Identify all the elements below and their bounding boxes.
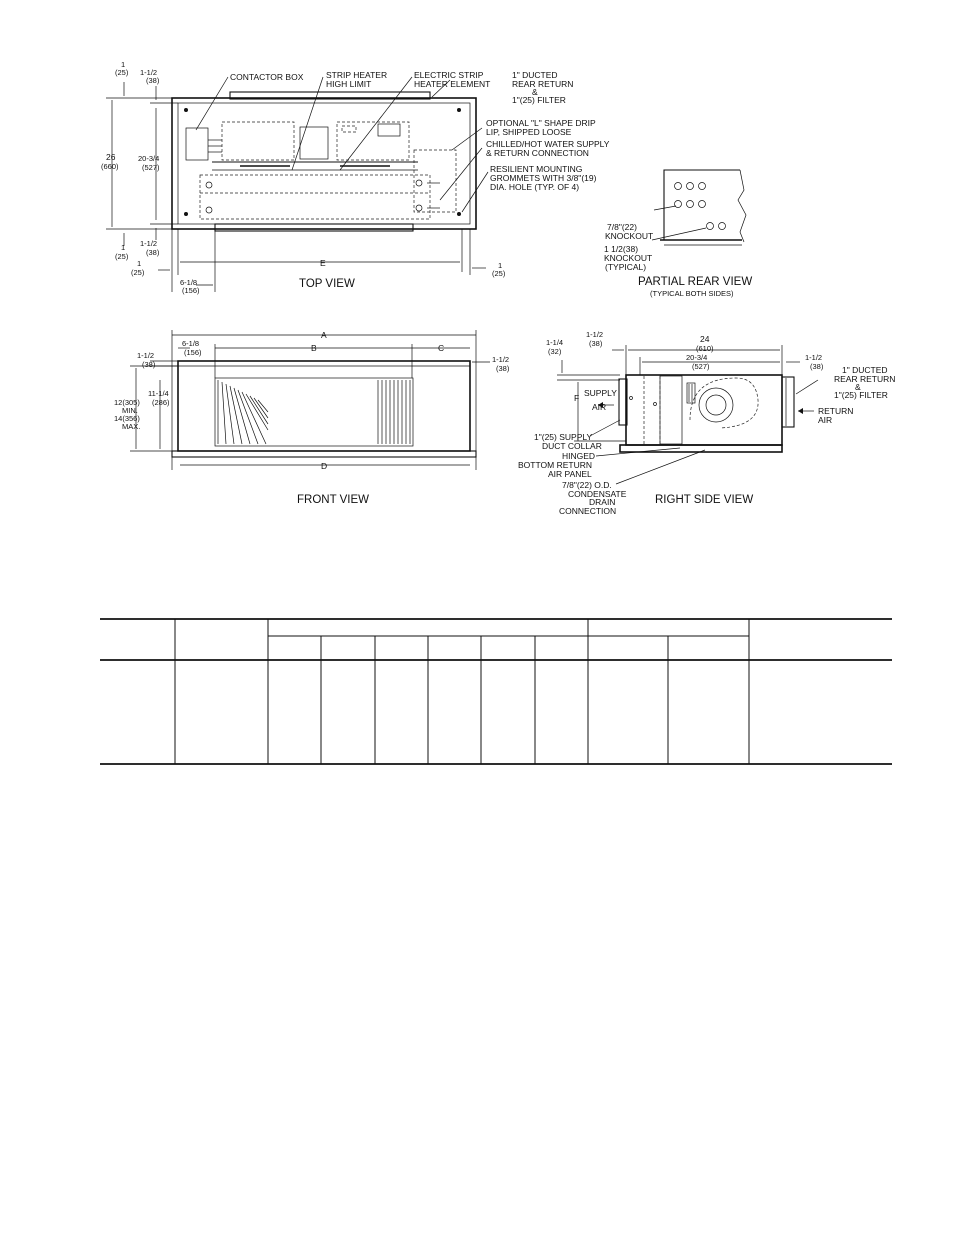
front-height-3: 14(356) [114,414,140,423]
return-air-2: AIR [818,415,833,425]
side-dim-114-mm: (32) [548,347,562,356]
hinged-1: HINGED [562,451,596,461]
front-dim-618: 6-1/8 [182,339,200,348]
callout-ducted-3: & [532,87,538,97]
rear-view-title: PARTIAL REAR VIEW [638,276,753,288]
rear-ko2-3: (TYPICAL) [605,262,647,272]
dim-618-mm: (156) [182,286,200,295]
front-height-1: 12(305) [114,398,140,407]
side-ducted-4: 1"(25) FILTER [834,390,888,400]
front-dim-1114: 11-1/4 [148,389,169,398]
partial-rear-view [604,170,752,298]
dim-112-bottom-mm: (38) [146,248,160,257]
front-dim-112-left-mm: (38) [142,360,156,369]
front-grille-right-slats [378,380,410,444]
side-view-title: RIGHT SIDE VIEW [655,494,754,506]
side-dim-24: 24 [700,334,710,344]
callout-grommet-3: DIA. HOLE (TYP. OF 4) [490,182,580,192]
drain-4: CONNECTION [559,506,617,516]
side-dim-112-right: 1-1/2 [805,353,823,362]
dim-1-c: 1 [137,259,142,268]
dim-c: C [438,343,445,353]
drain-2: CONDENSATE [568,489,627,499]
dim-26-mm: (660) [101,162,119,171]
rear-ko2-2: KNOCKOUT [604,253,653,263]
front-height-4: MAX. [122,422,141,431]
collar-1: 1"(25) SUPPLY [534,432,593,442]
front-grille-left-slats [218,380,268,444]
side-dim-24-mm: (610) [696,344,714,353]
dim-1-top: 1 [121,60,126,69]
side-dim-f: F [574,393,580,403]
callout-grommet-1: RESILIENT MOUNTING [490,164,583,174]
callout-contactor-box: CONTACTOR BOX [230,72,304,82]
dim-1-right: 1 [498,261,503,270]
dim-112-top: 1-1/2 [140,68,158,77]
front-dim-112-left: 1-1/2 [137,351,155,360]
front-dim-112-right: 1-1/2 [492,355,510,364]
front-dim-112-right-mm: (38) [496,364,510,373]
callout-drip-1: OPTIONAL "L" SHAPE DRIP [486,118,596,128]
dim-2034-mm: (527) [142,163,160,172]
callout-ducted-1: 1" DUCTED [512,70,558,80]
dim-1-bottom-mm: (25) [115,252,129,261]
side-dim-112-right-mm: (38) [810,362,824,371]
front-dim-618-mm: (156) [184,348,202,357]
dim-112-top-mm: (38) [146,76,160,85]
callout-water-2: & RETURN CONNECTION [486,148,589,158]
callout-grommet-2: GROMMETS WITH 3/8"(19) [490,173,597,183]
collar-2: DUCT COLLAR [542,441,602,451]
side-dim-112-mm: (38) [589,339,603,348]
side-ducted-3: & [855,382,861,392]
callout-drip-2: LIP, SHIPPED LOOSE [486,127,572,137]
dim-d: D [321,461,328,471]
dim-e: E [320,258,326,268]
callout-electric-strip-2: HEATER ELEMENT [414,79,491,89]
rear-ko1-1: 7/8"(22) [607,222,637,232]
callout-strip-heater-1: STRIP HEATER [326,70,388,80]
dim-2034: 20-3/4 [138,154,160,163]
dim-b: B [311,343,317,353]
hinged-2: BOTTOM RETURN [518,460,592,470]
dim-1-bottom: 1 [121,243,126,252]
right-side-view [518,330,895,516]
supply-air-1: SUPPLY [584,388,617,398]
front-view-title: FRONT VIEW [297,494,369,506]
side-dim-2034-mm: (527) [692,362,710,371]
front-dim-1114-mm: (286) [152,398,170,407]
rear-ko1-2: KNOCKOUT [605,231,654,241]
drain-1: 7/8"(22) O.D. [562,480,612,490]
callout-strip-heater-2: HIGH LIMIT [326,79,372,89]
callout-water-1: CHILLED/HOT WATER SUPPLY [486,139,610,149]
front-view [114,330,510,506]
top-view-title: TOP VIEW [299,278,355,290]
supply-air-2: AIR [592,402,607,412]
dim-1-right-mm: (25) [492,269,506,278]
side-ducted-1: 1" DUCTED [842,365,888,375]
side-dim-112: 1-1/2 [586,330,604,339]
dim-1-top-mm: (25) [115,68,129,77]
dim-a: A [321,330,327,340]
drain-3: DRAIN [589,497,616,507]
side-dim-114: 1-1/4 [546,338,564,347]
dimension-table [100,619,892,764]
rear-view-subtitle: (TYPICAL BOTH SIDES) [650,289,734,298]
rear-ko2-1: 1 1/2(38) [604,244,639,254]
callout-ducted-4: 1"(25) FILTER [512,95,566,105]
return-air-1: RETURN [818,406,854,416]
callout-electric-strip-1: ELECTRIC STRIP [414,70,484,80]
top-view [101,60,610,295]
callout-ducted-2: REAR RETURN [512,79,574,89]
dim-112-bottom: 1-1/2 [140,239,158,248]
side-dim-2034: 20-3/4 [686,353,708,362]
dim-1-c-mm: (25) [131,268,145,277]
side-ducted-2: REAR RETURN [834,374,896,384]
hinged-3: AIR PANEL [548,469,592,479]
dim-26: 26 [106,152,116,162]
dim-618: 6-1/8 [180,278,198,287]
front-height-2: MIN. [122,406,138,415]
